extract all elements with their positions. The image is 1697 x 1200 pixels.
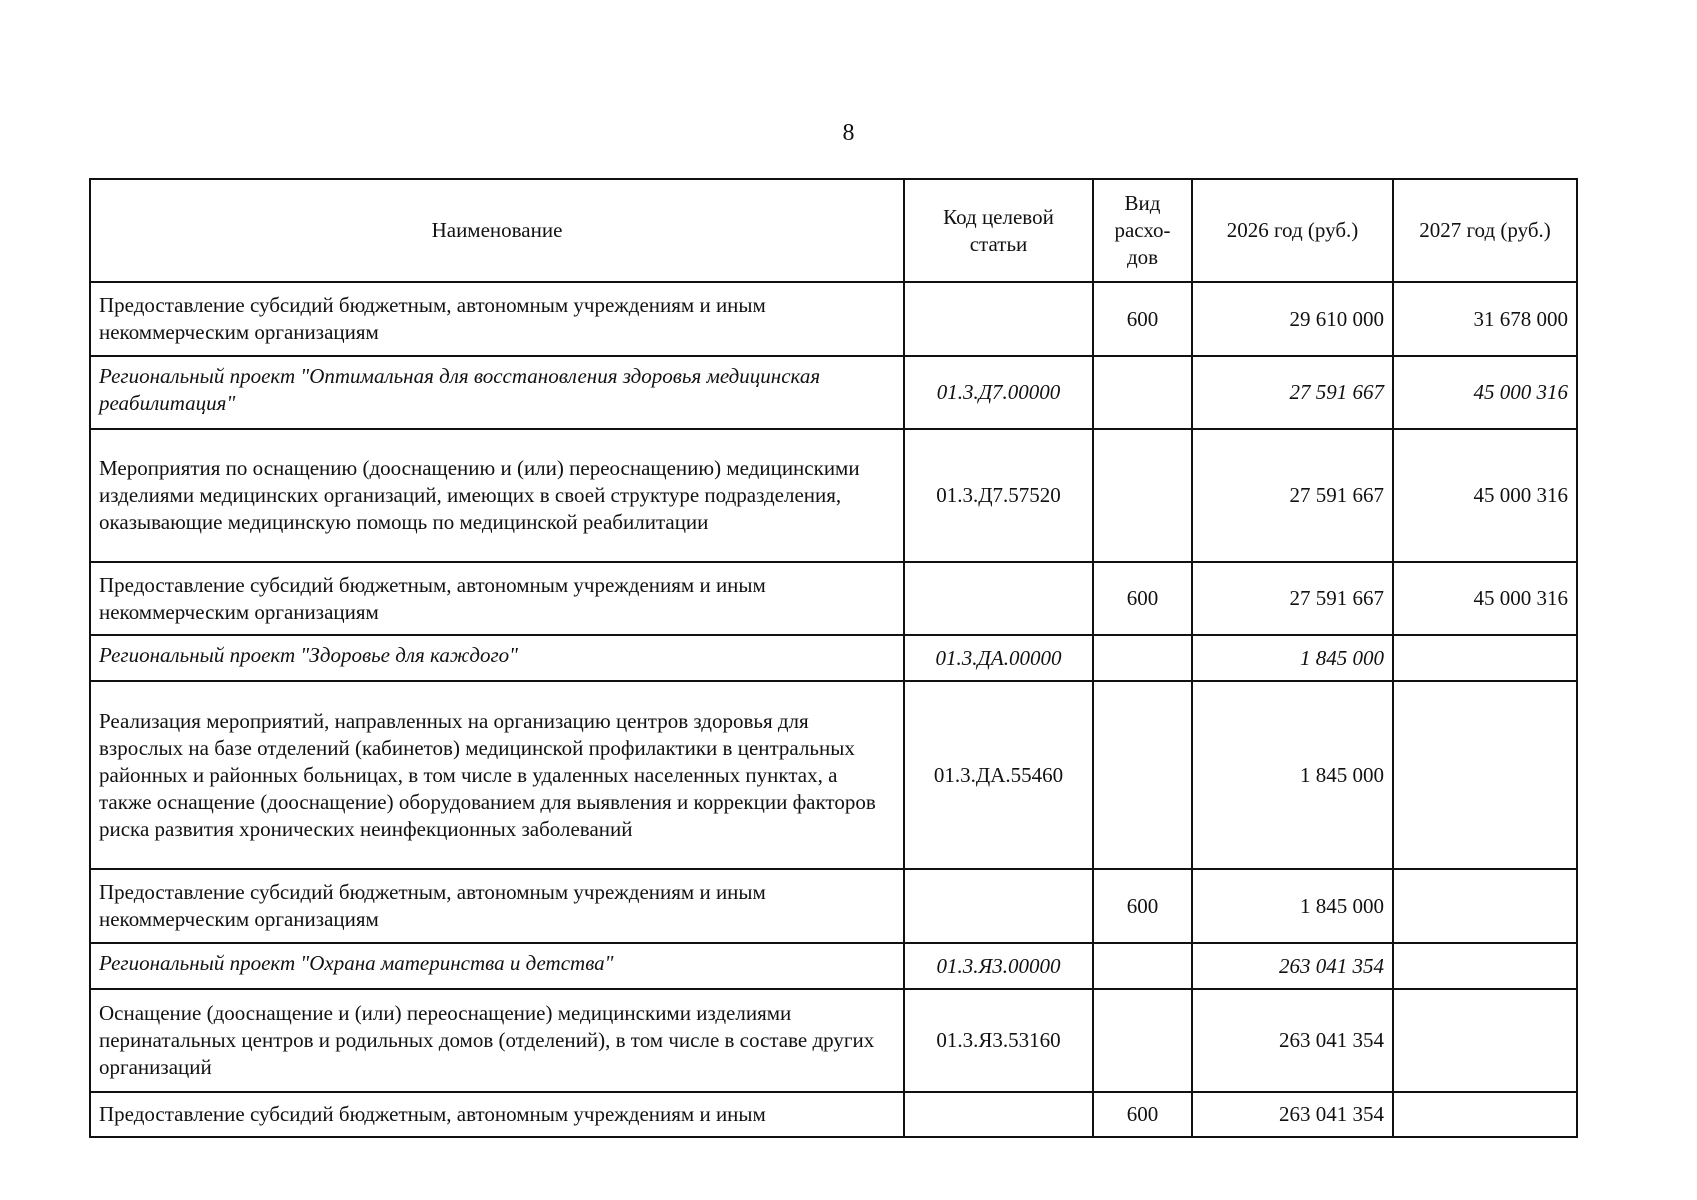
table-header-row	[90, 179, 1577, 282]
table-row	[90, 943, 1577, 989]
cell-vid: 600	[1093, 869, 1192, 943]
cell-vid	[1093, 635, 1192, 681]
header-name: Наименование	[90, 179, 904, 282]
table-row	[90, 989, 1577, 1092]
cell-2027: 45 000 316	[1393, 562, 1577, 635]
cell-name: Оснащение (дооснащение и (или) переоснащение) медицинскими изделиями перинатальных центров и родильных домов (отделений), в том числе в составе других организаций	[90, 989, 904, 1092]
cell-name: Предоставление субсидий бюджетным, автономным учреждениям и иным некоммерческим организациям	[90, 562, 904, 635]
cell-vid: 600	[1093, 282, 1192, 356]
cell-2026: 1 845 000	[1192, 681, 1393, 869]
cell-name: Предоставление субсидий бюджетным, автономным учреждениям и иным	[90, 1092, 904, 1137]
cell-2027	[1393, 635, 1577, 681]
budget-table	[89, 178, 1578, 1138]
header-year-2026: 2026 год (руб.)	[1192, 179, 1393, 282]
cell-2027	[1393, 869, 1577, 943]
cell-2027: 45 000 316	[1393, 429, 1577, 562]
cell-code: 01.3.ДА.00000	[904, 635, 1093, 681]
cell-2027	[1393, 943, 1577, 989]
cell-code: 01.3.Я3.00000	[904, 943, 1093, 989]
cell-2026: 1 845 000	[1192, 869, 1393, 943]
cell-2026: 263 041 354	[1192, 989, 1393, 1092]
cell-vid: 600	[1093, 562, 1192, 635]
cell-2027: 45 000 316	[1393, 356, 1577, 429]
cell-2027	[1393, 989, 1577, 1092]
cell-2026: 27 591 667	[1192, 562, 1393, 635]
header-year-2027: 2027 год (руб.)	[1393, 179, 1577, 282]
cell-name: Предоставление субсидий бюджетным, автономным учреждениям и иным некоммерческим организациям	[90, 282, 904, 356]
cell-vid	[1093, 429, 1192, 562]
table-row	[90, 1092, 1577, 1137]
table-row	[90, 869, 1577, 943]
cell-name: Региональный проект "Здоровье для каждого"	[90, 635, 904, 681]
cell-2026: 29 610 000	[1192, 282, 1393, 356]
cell-2026: 263 041 354	[1192, 943, 1393, 989]
cell-2027	[1393, 1092, 1577, 1137]
cell-2026: 1 845 000	[1192, 635, 1393, 681]
cell-vid: 600	[1093, 1092, 1192, 1137]
page-number: 8	[842, 120, 855, 146]
cell-code: 01.3.Я3.53160	[904, 989, 1093, 1092]
table-row	[90, 681, 1577, 869]
cell-name: Мероприятия по оснащению (дооснащению и (или) переоснащению) медицинскими изделиями медицинских организаций, имеющих в своей структуре подразделения, оказывающие медицинскую помощь по медицинской реабилитации	[90, 429, 904, 562]
cell-name: Предоставление субсидий бюджетным, автономным учреждениям и иным некоммерческим организациям	[90, 869, 904, 943]
cell-code	[904, 869, 1093, 943]
header-vid: Вид расхо-дов	[1093, 179, 1192, 282]
cell-2026: 263 041 354	[1192, 1092, 1393, 1137]
table-row	[90, 635, 1577, 681]
cell-code	[904, 562, 1093, 635]
cell-vid	[1093, 989, 1192, 1092]
cell-code	[904, 282, 1093, 356]
table-row	[90, 282, 1577, 356]
cell-vid	[1093, 943, 1192, 989]
cell-vid	[1093, 356, 1192, 429]
cell-name: Реализация мероприятий, направленных на организацию центров здоровья для взрослых на базе отделений (кабинетов) медицинской профилактики в центральных районных и районных больницах, в том числе в удаленных населенных пунктах, а также оснащение (дооснащение) оборудованием для выявления и коррекции факторов риска развития хронических неинфекционных заболеваний	[90, 681, 904, 869]
cell-code: 01.3.ДА.55460	[904, 681, 1093, 869]
cell-2026: 27 591 667	[1192, 356, 1393, 429]
header-code: Код целевой статьи	[904, 179, 1093, 282]
cell-2026: 27 591 667	[1192, 429, 1393, 562]
table-row	[90, 356, 1577, 429]
cell-code	[904, 1092, 1093, 1137]
cell-2027	[1393, 681, 1577, 869]
cell-code: 01.3.Д7.57520	[904, 429, 1093, 562]
cell-name: Региональный проект "Охрана материнства и детства"	[90, 943, 904, 989]
cell-code: 01.3.Д7.00000	[904, 356, 1093, 429]
table-row	[90, 429, 1577, 562]
cell-name: Региональный проект "Оптимальная для восстановления здоровья медицинская реабилитация"	[90, 356, 904, 429]
cell-vid	[1093, 681, 1192, 869]
cell-2027: 31 678 000	[1393, 282, 1577, 356]
table-row	[90, 562, 1577, 635]
